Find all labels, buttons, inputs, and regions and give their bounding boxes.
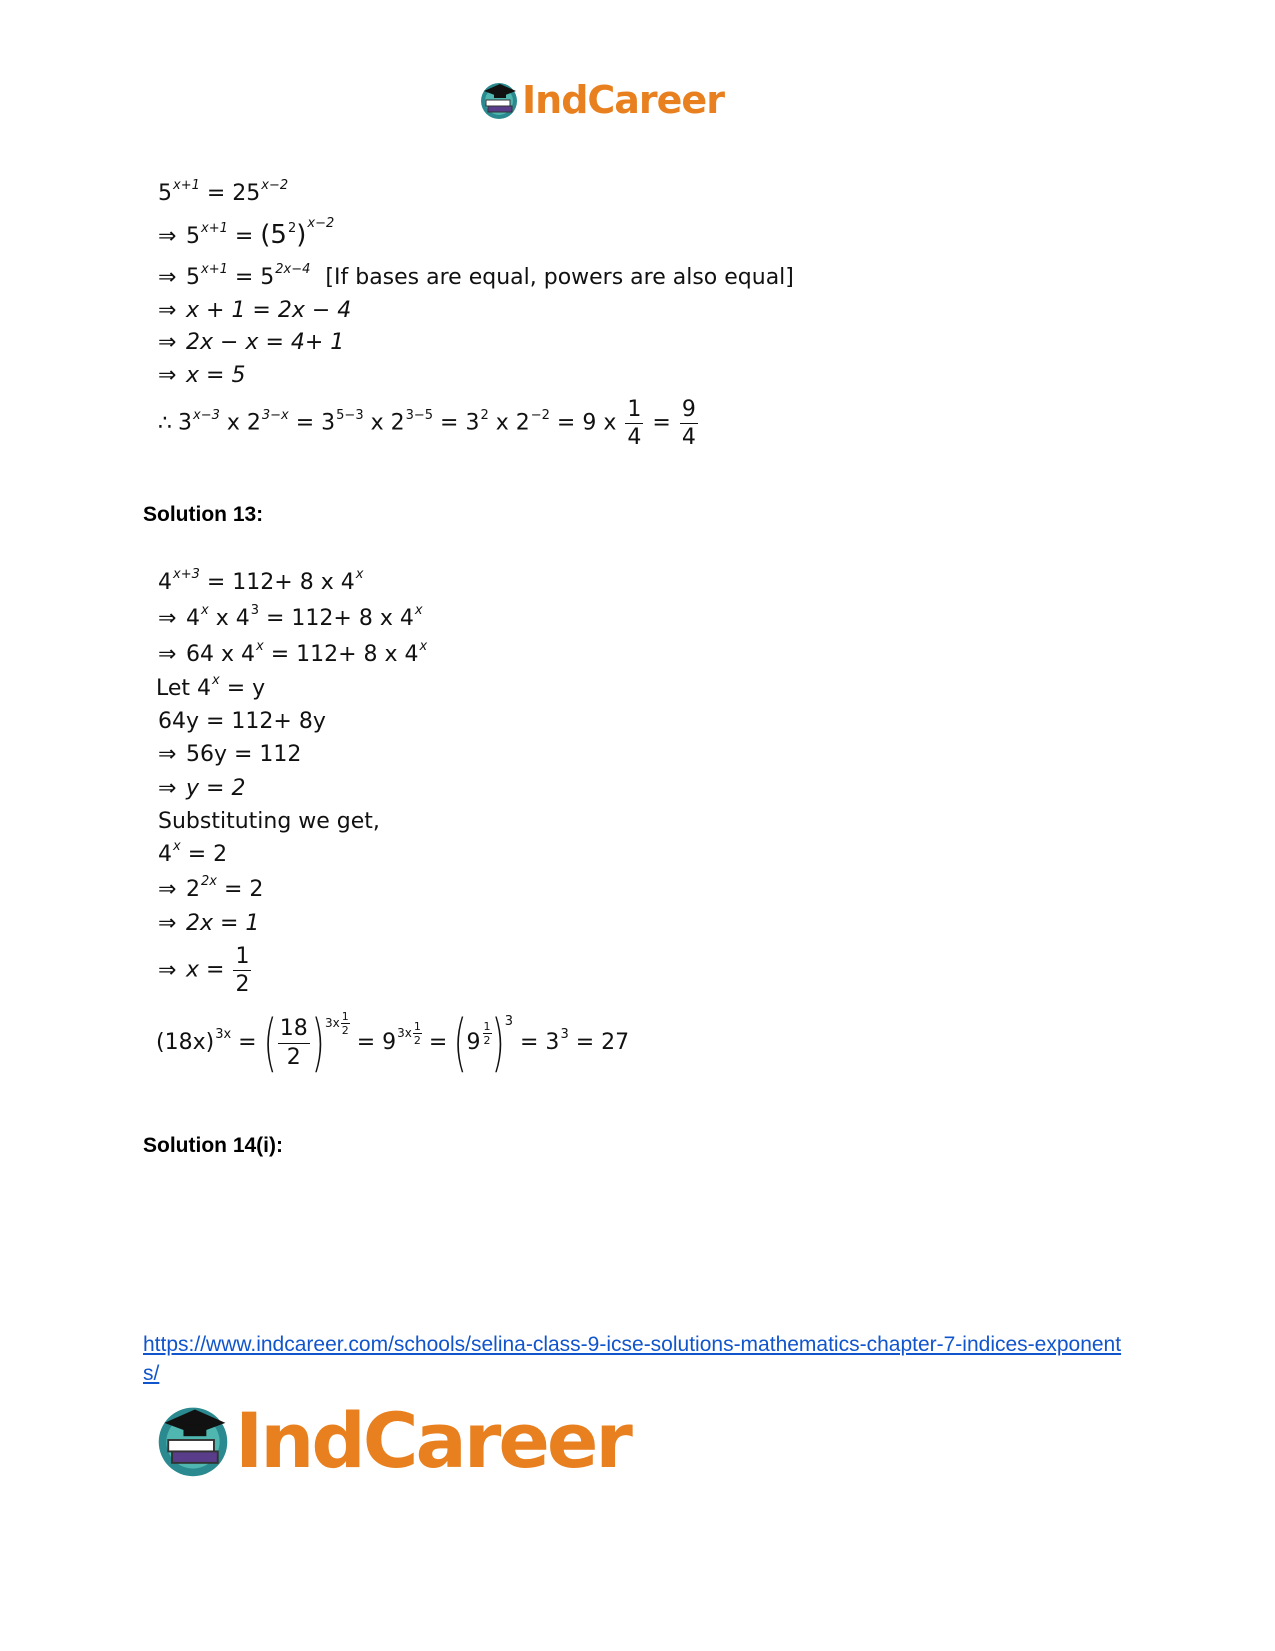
footer-logo — [153, 1395, 630, 1485]
fraction: $\frac{1}{2}$ — [235, 944, 250, 998]
equation-line: ⇒ 64 x $4^x = 112+ 8$ x 4$^x$ — [158, 639, 428, 667]
equation-line: ∴ $3^{x-3}$ x $2^{3-x} = 3^{5-3}$ x $2^{3-5} = 3^2$ x $2^{-2} = 9$ x $\frac{1}{4}$ = $\frac{9}{4}$ — [158, 397, 696, 451]
solution-heading: Solution 13: — [143, 503, 264, 526]
equation-line: ⇒ 4$^x$ x $4^3 = 112+ 8$ x 4$^x$ — [158, 603, 423, 631]
header-logo-text: IndCareer — [522, 78, 724, 122]
equation-line: ⇒ $2^{2x} = 2$ — [158, 874, 264, 902]
graduation-cap-books-globe-icon — [153, 1400, 233, 1480]
header-logo — [478, 78, 724, 122]
fraction: $\frac{18}{2}$ — [279, 1016, 308, 1070]
equation-line: ⇒ $5^{x+1} = 5^{2x-4}$ [If bases are equal, powers are also equal] — [158, 262, 794, 290]
equation-line: ⇒ x = $\frac{1}{2}$ — [158, 944, 250, 998]
equation-line: Substituting we get, — [158, 809, 380, 834]
equation-line: ⇒ y = 2 — [158, 776, 246, 801]
equation-line: ⇒ 56y = 112 — [158, 742, 302, 767]
equation-line: $5^{x+1} = 25^{x-2}$ — [158, 178, 289, 206]
fraction: $\frac{9}{4}$ — [681, 397, 696, 451]
equation-line: $(18x)^{3x}$ = ( $\frac{18}{2}$ )$^{3x \frac{1}{2}}$ = $9^{3x \frac{1}{2}}$ = (9 $^{\frac{1}{2}}$ )$^3 = 3^3 = 27$ — [156, 1006, 630, 1079]
equation-line: ⇒ x = 5 — [158, 363, 246, 388]
graduation-cap-books-globe-icon — [478, 79, 520, 121]
solution-heading: Solution 14(i): — [143, 1134, 283, 1157]
equation-line: ⇒ 2x = 1 — [158, 911, 260, 936]
footer-logo-text: IndCareer — [235, 1395, 630, 1485]
equation-line: $4^{x+3} = 112+ 8$ x 4$^x$ — [158, 567, 364, 595]
source-url-link[interactable]: https://www.indcareer.com/schools/selina-class-9-icse-solutions-mathematics-chapter-7-indices-exponents/ — [143, 1333, 1122, 1385]
equation-line: Let $4^x = y$ — [156, 673, 266, 701]
fraction: $\frac{1}{4}$ — [627, 397, 642, 451]
equation-line: $4^x = 2$ — [158, 839, 228, 867]
equation-line: ⇒ $5^{x+1} = (5^2)^{x-2}$ — [158, 216, 335, 250]
equation-line: ⇒ 2x − x = 4+ 1 — [158, 330, 345, 355]
equation-line: 64y = 112+ 8y — [158, 709, 326, 734]
equation-line: ⇒ x + 1 = 2x − 4 — [158, 298, 352, 323]
